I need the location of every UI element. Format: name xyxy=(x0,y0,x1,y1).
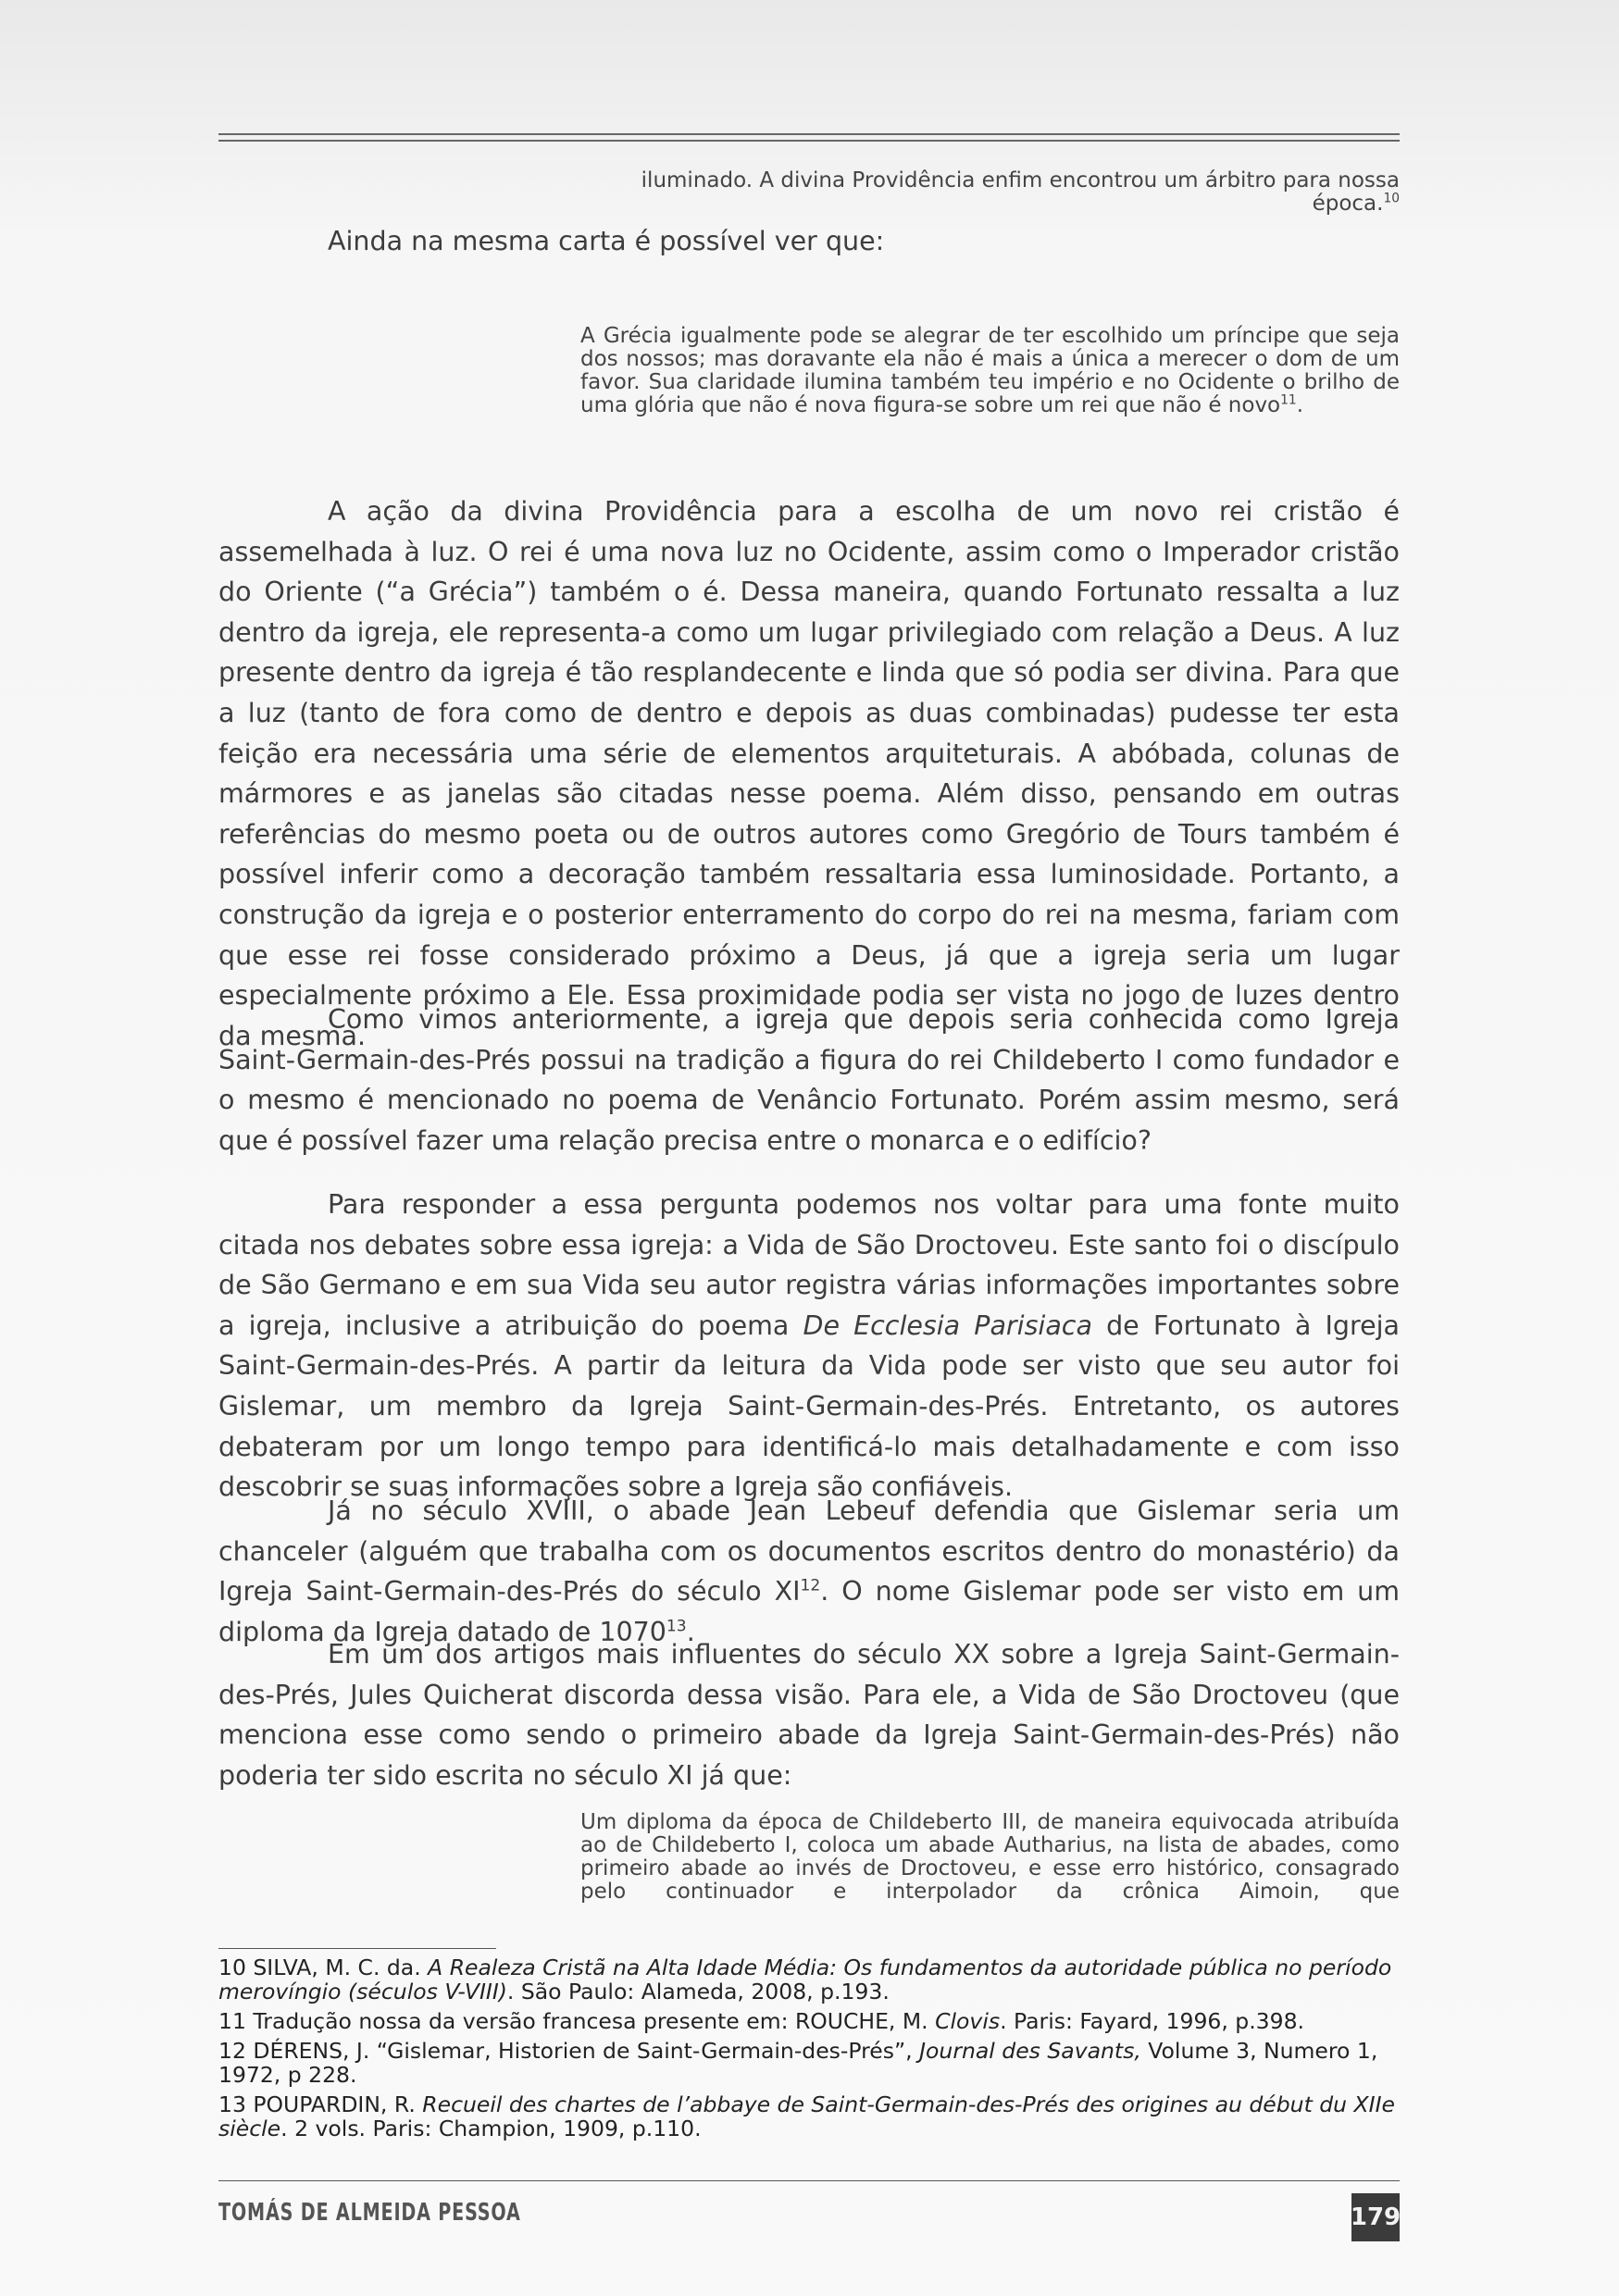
body-paragraph-3 xyxy=(218,1185,1400,1508)
paragraph-text: A ação da divina Providência para a escolha de um novo rei cristão é assemelhada à luz. O rei é uma nova luz no Ocidente, assim como o Imperador cristão do Oriente (“a Grécia”) também o é. Dessa maneira, quando Fortunato ressalta a luz dentro da igreja, ele representa-a como um lugar privilegiado com relação a Deus. A luz presente dentro da igreja é tão resplandecente e linda que só podia ser divina. Para que a luz (tanto de fora como de dentro e depois as duas combinadas) pudesse ter esta feição era necessária uma série de elementos arquiteturais. A abóbada, colunas de mármores e as janelas são citadas nesse poema. Além disso, pensando em outras referências do mesmo poeta ou de outros autores como Gregório de Tours também é possível inferir como a decoração também ressaltaria essa luminosidade. Portanto, a construção da igreja e o posterior enterramento do corpo do rei na mesma, fariam com que esse rei fosse considerado próximo a Deus, já que a igreja seria um lugar especialmente próximo a Ele. Essa proximidade podia ser vista no jogo de luzes dentro da mesma. xyxy=(218,496,1400,1051)
footnote-ref-10: 10 xyxy=(1383,191,1400,206)
paragraph-text: Como vimos anteriormente, a igreja que depois seria conhecida como Igreja Saint-Germain-des-Prés possui na tradição a figura do rei Childeberto I como fundador e o mesmo é mencionado no poema de Venâncio Fortunato. Porém assim mesmo, será que é possível fazer uma relação precisa entre o monarca e o edifício? xyxy=(218,1004,1400,1156)
poem-title: De Ecclesia Parisiaca xyxy=(803,1309,1092,1341)
paragraph-text xyxy=(218,1491,1400,1652)
para3-part-a: Para responder a essa pergunta podemos nos voltar para uma fonte muito citada nos debates sobre essa igreja: a Vida de São Droctoveu. Este santo foi o discípulo de São Germano e em sua Vida seu autor registra várias informações importantes sobre a igreja, inclusive a atribuição do poema xyxy=(218,1189,1400,1341)
quote-text: Um diploma da época de Childeberto III, de maneira equivocada atribuída ao de Childeberto I, coloca um abade Autharius, na lista de abades, como primeiro abade ao invés de Droctoveu, e esse erro histórico, consagrado pelo continuador e interpolador da crônica Aimoin, que xyxy=(580,1810,1400,1904)
footnote-ref-13: 13 xyxy=(666,1617,687,1636)
footnote-text: SILVA, M. C. da. xyxy=(245,1955,429,1980)
footnote-13 xyxy=(218,2092,1400,2141)
footnote-number: 10 xyxy=(218,1955,246,1980)
footnote-number: 11 xyxy=(218,2008,246,2034)
footnote-ref-11: 11 xyxy=(1280,392,1297,408)
paragraph-text: Em um dos artigos mais influentes do século XX sobre a Igreja Saint-Germain-des-Prés, Jules Quicherat discorda dessa visão. Para ele, a Vida de São Droctoveu (que menciona esse como sendo o primeiro abade da Igreja Saint-Germain-des-Prés) não poderia ter sido escrita no século XI já que: xyxy=(218,1639,1400,1791)
footnote-12 xyxy=(218,2039,1400,2087)
footnote-number: 12 xyxy=(218,2038,246,2064)
quote-span: A Grécia igualmente pode se alegrar de ter escolhido um príncipe que seja dos nossos; mas doravante ela não é mais a única a merecer o dom de um favor. Sua claridade ilumina também teu império e no Ocidente o brilho de uma glória que não é nova figura-se sobre um rei que não é novo xyxy=(580,324,1400,417)
block-quote xyxy=(580,325,1400,417)
footnote-10 xyxy=(218,1955,1400,2004)
lead-in-text: Ainda na mesma carta é possível ver que: xyxy=(328,226,885,256)
footnote-text: POUPARDIN, R. xyxy=(245,2091,423,2117)
quote-tail-span: iluminado. A divina Providência enfim encontrou um árbitro para nossa época. xyxy=(641,168,1400,216)
footnote-text: DÉRENS, J. “Gislemar, Historien de Saint-Germain-des-Prés”, xyxy=(245,2038,920,2064)
body-paragraph-2 xyxy=(218,999,1400,1160)
footnote-title: Journal des Savants, xyxy=(919,2038,1141,2064)
quote-tail-text xyxy=(580,169,1400,216)
body-paragraph-1 xyxy=(218,491,1400,1056)
footnote-11 xyxy=(218,2009,1400,2033)
footnote-number: 13 xyxy=(218,2091,246,2117)
para4-part-b: . O nome Gislemar pode ser visto em um diploma da Igreja datado de 1070 xyxy=(218,1576,1400,1647)
footnotes xyxy=(218,1955,1400,2146)
footnote-text: Tradução nossa da versão francesa presente em: ROUCHE, M. xyxy=(245,2008,936,2034)
footnote-text: . 2 vols. Paris: Champion, 1909, p.110. xyxy=(280,2116,702,2141)
block-quote-2 xyxy=(580,1811,1400,1904)
footnote-text: . Paris: Fayard, 1996, p.398. xyxy=(1000,2008,1305,2034)
footnote-title: Clovis xyxy=(935,2008,1001,2034)
block-quote-tail xyxy=(580,169,1400,216)
footnote-title: A Realeza Cristã na Alta Idade Média: Os fundamentos da autoridade pública no período merovíngio (séculos V-VIII) xyxy=(218,1955,1392,2004)
page-number: 179 xyxy=(1351,2193,1400,2241)
para4-part-c: . xyxy=(686,1616,695,1647)
body-paragraph-5 xyxy=(218,1634,1400,1795)
para3-part-b: de Fortunato à Igreja Saint-Germain-des-Prés. A partir da leitura da Vida pode ser visto que seu autor foi Gislemar, um membro da Igreja Saint-Germain-des-Prés. Entretanto, os autores debateram por um longo tempo para identificá-lo mais detalhadamente e com isso descobrir se suas informações sobre a Igreja são confiáveis. xyxy=(218,1309,1400,1503)
footnote-separator xyxy=(218,1948,496,1949)
header-rule-2 xyxy=(218,140,1400,142)
footnote-text: . São Paulo: Alameda, 2008, p.193. xyxy=(506,1979,890,2004)
header-rule xyxy=(218,133,1400,135)
footer-rule xyxy=(218,2180,1400,2181)
quote-end: . xyxy=(1296,393,1303,417)
footer-author: TOMÁS DE ALMEIDA PESSOA xyxy=(218,2199,521,2227)
body-paragraph-4 xyxy=(218,1491,1400,1652)
paragraph-text xyxy=(218,1185,1400,1508)
para4-part-a: Já no século XVIII, o abade Jean Lebeuf defendia que Gislemar seria um chanceler (alguém que trabalha com os documentos escritos dentro do monastério) da Igreja Saint-Germain-des-Prés do século XI xyxy=(218,1496,1400,1607)
footnote-ref-12: 12 xyxy=(800,1576,821,1595)
quote-text xyxy=(580,325,1400,417)
footnote-text: Volume 3, Numero 1, 1972, p 228. xyxy=(218,2038,1378,2088)
footnote-title: Recueil des chartes de l’abbaye de Saint-Germain-des-Prés des origines au début du XIIe siècle xyxy=(218,2091,1395,2141)
